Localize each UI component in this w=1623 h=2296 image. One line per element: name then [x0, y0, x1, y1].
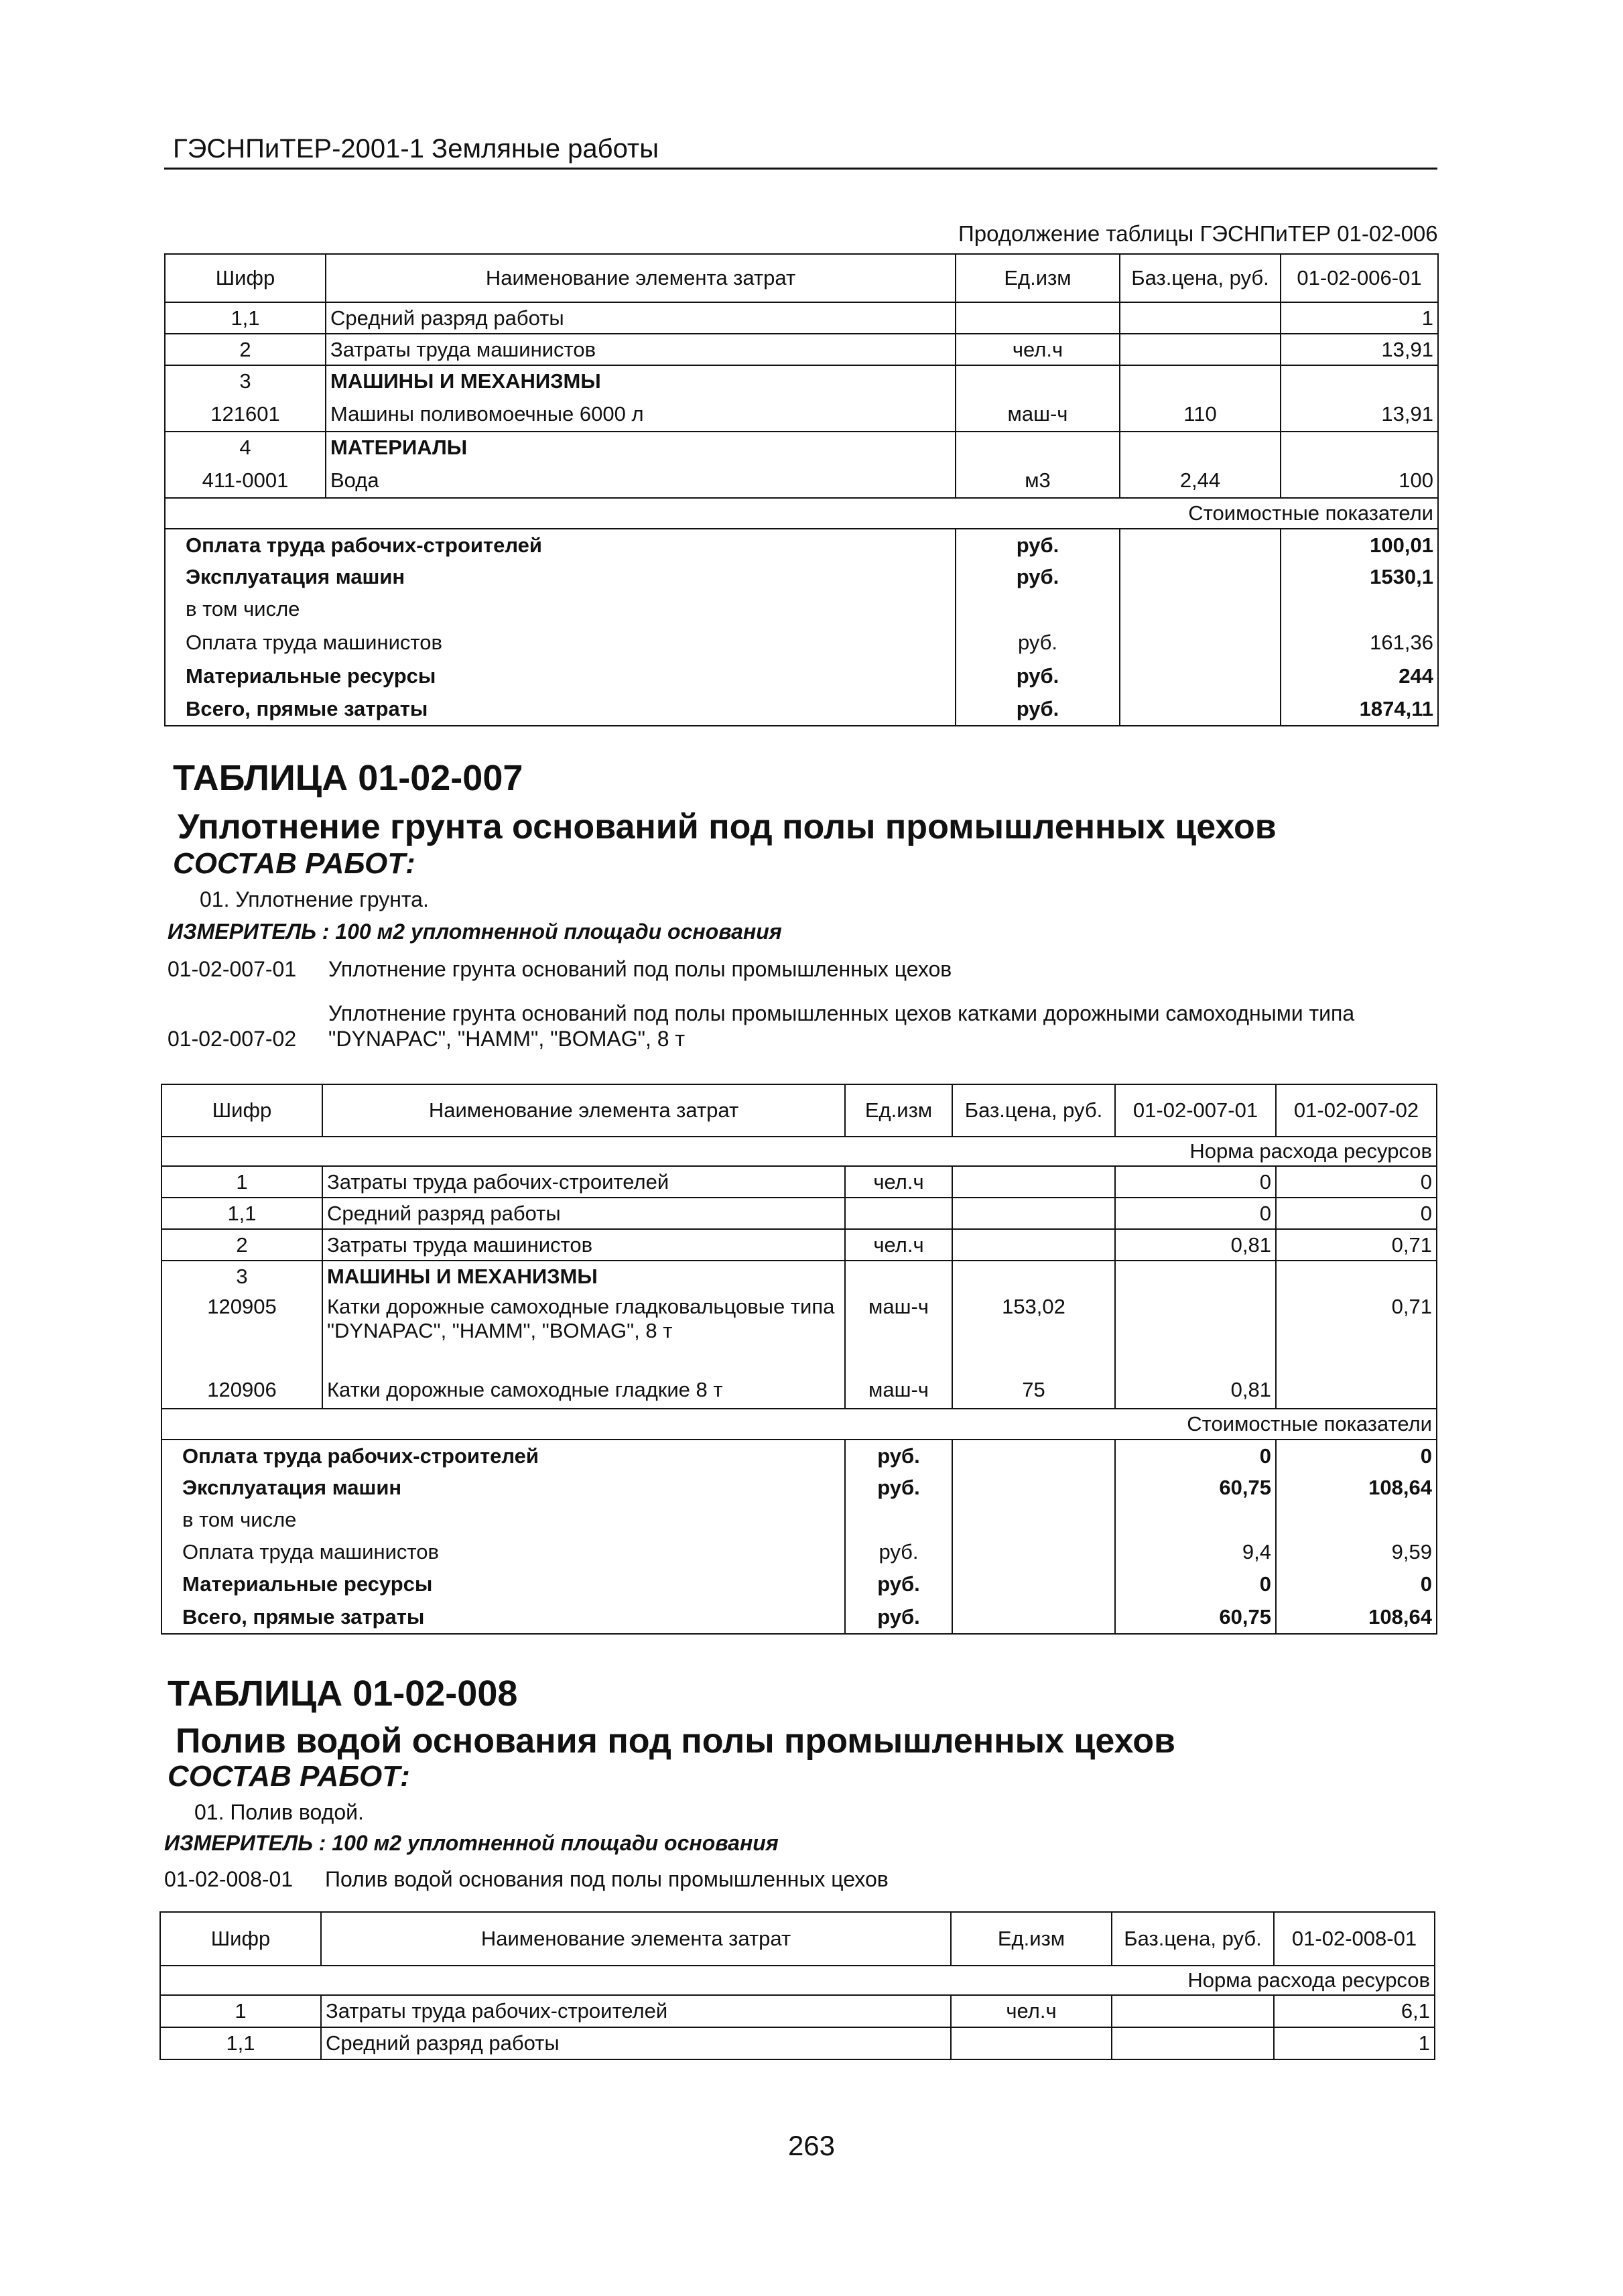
cost-unit: руб. — [956, 660, 1120, 692]
col-header: 01-02-006-01 — [1281, 254, 1438, 302]
cell-price — [1112, 2027, 1274, 2059]
table-row — [161, 1261, 1437, 1292]
cell-value: 1 — [1281, 302, 1438, 334]
cell-name: МАТЕРИАЛЫ — [326, 432, 956, 463]
cell-price — [1112, 1995, 1274, 2027]
cell-name: МАШИНЫ И МЕХАНИЗМЫ — [326, 365, 956, 397]
cell-value: 6,1 — [1274, 1995, 1435, 2027]
col-header: Шифр — [160, 1912, 321, 1966]
cost-price — [1120, 660, 1281, 692]
cost-row — [165, 561, 1438, 593]
cell-name: Затраты труда рабочих-строителей — [321, 1995, 951, 2027]
cell-unit — [956, 302, 1120, 334]
cost-price — [952, 1472, 1115, 1504]
col-header: Шифр — [161, 1084, 322, 1137]
work-item: 01. Полив водой. — [194, 1800, 364, 1824]
col-header: Баз.цена, руб. — [1120, 254, 1281, 302]
cell-value: 13,91 — [1281, 397, 1438, 432]
col-header: Баз.цена, руб. — [952, 1084, 1115, 1137]
cost-row — [165, 529, 1438, 561]
cost-row — [161, 1600, 1437, 1634]
norm-row — [161, 1137, 1437, 1166]
running-header: ГЭСНПиТЕР-2001-1 Земляные работы — [173, 134, 659, 164]
cell-price — [952, 1166, 1115, 1198]
cost-value: 1874,11 — [1281, 692, 1438, 726]
item-code: 01-02-007-01 — [168, 957, 297, 981]
cost-unit: руб. — [956, 529, 1120, 561]
cost-unit: руб. — [845, 1440, 952, 1472]
cell-value: 1 — [1274, 2027, 1435, 2059]
table-row — [160, 1995, 1435, 2027]
table-01-02-008 — [159, 1911, 1435, 2060]
cost-row — [165, 692, 1438, 726]
norm-label: Норма расхода ресурсов — [160, 1966, 1435, 1995]
cell-value: 0 — [1276, 1198, 1437, 1229]
col-header: Наименование элемента затрат — [322, 1084, 845, 1137]
cost-name: Оплата труда рабочих-строителей — [165, 529, 956, 561]
cell-price — [952, 1229, 1115, 1261]
cell-code: 1 — [161, 1166, 322, 1198]
cost-value: 244 — [1281, 660, 1438, 692]
table-row — [160, 2027, 1435, 2059]
col-header: Ед.изм — [845, 1084, 952, 1137]
cell-value: 0 — [1115, 1198, 1276, 1229]
cell-name: Средний разряд работы — [321, 2027, 951, 2059]
cell-value — [1115, 1261, 1276, 1292]
cost-value: 108,64 — [1276, 1600, 1437, 1634]
cost-value: 60,75 — [1115, 1600, 1276, 1634]
cost-row — [161, 1440, 1437, 1472]
table-row — [161, 1166, 1437, 1198]
cell-value: 100 — [1281, 463, 1438, 498]
cost-price — [952, 1504, 1115, 1536]
cell-price: 153,02 — [952, 1292, 1115, 1371]
table-row — [161, 1229, 1437, 1261]
meter-line: ИЗМЕРИТЕЛЬ : 100 м2 уплотненной площади основания — [164, 1831, 779, 1855]
cost-value: 1530,1 — [1281, 561, 1438, 593]
cost-unit: руб. — [845, 1472, 952, 1504]
cell-value: 0,71 — [1276, 1292, 1437, 1371]
cost-unit — [845, 1504, 952, 1536]
cell-price — [952, 1261, 1115, 1292]
norm-row — [160, 1966, 1435, 1995]
meter-line: ИЗМЕРИТЕЛЬ : 100 м2 уплотненной площади основания — [168, 919, 782, 944]
cost-unit: руб. — [845, 1568, 952, 1600]
cost-value — [1276, 1504, 1437, 1536]
table-row — [161, 1292, 1437, 1371]
cost-name: Материальные ресурсы — [165, 660, 956, 692]
cell-code: 120906 — [161, 1371, 322, 1409]
col-header: Шифр — [165, 254, 326, 302]
cell-code: 4 — [165, 432, 326, 463]
cost-value — [1281, 593, 1438, 625]
cell-name: Затраты труда машинистов — [326, 334, 956, 365]
cell-value — [1115, 1292, 1276, 1371]
cell-unit: чел.ч — [951, 1995, 1112, 2027]
cost-value: 0 — [1276, 1440, 1437, 1472]
cost-value: 0 — [1115, 1568, 1276, 1600]
cost-row — [165, 660, 1438, 692]
col-header: Ед.изм — [951, 1912, 1112, 1966]
work-item: 01. Уплотнение грунта. — [200, 887, 429, 911]
norm-label: Норма расхода ресурсов — [161, 1137, 1437, 1166]
col-header: Наименование элемента затрат — [321, 1912, 951, 1966]
cost-price — [1120, 529, 1281, 561]
cell-code: 411-0001 — [165, 463, 326, 498]
cost-unit: руб. — [956, 625, 1120, 660]
cost-value: 0 — [1115, 1440, 1276, 1472]
cell-unit: чел.ч — [956, 334, 1120, 365]
section-label: Стоимостные показатели — [161, 1409, 1437, 1440]
cost-name: Материальные ресурсы — [161, 1568, 845, 1600]
table-title: Уплотнение грунта оснований под полы промышленных цехов — [178, 808, 1277, 846]
cost-name: Эксплуатация машин — [161, 1472, 845, 1504]
cost-unit: руб. — [845, 1536, 952, 1568]
cost-price — [952, 1440, 1115, 1472]
cost-name: в том числе — [161, 1504, 845, 1536]
cost-row — [165, 625, 1438, 660]
cost-name: в том числе — [165, 593, 956, 625]
cost-price — [1120, 593, 1281, 625]
cell-unit — [845, 1198, 952, 1229]
cell-unit: маш-ч — [956, 397, 1120, 432]
col-header: Ед.изм — [956, 254, 1120, 302]
cell-value — [1276, 1371, 1437, 1409]
cell-value: 13,91 — [1281, 334, 1438, 365]
cell-name: Средний разряд работы — [322, 1198, 845, 1229]
cost-name: Всего, прямые затраты — [165, 692, 956, 726]
cell-unit: маш-ч — [845, 1371, 952, 1409]
cell-code: 1,1 — [165, 302, 326, 334]
page-number: 263 — [787, 2130, 836, 2161]
table-number-heading: ТАБЛИЦА 01-02-008 — [168, 1673, 518, 1714]
table-row — [165, 432, 1438, 463]
cost-value: 100,01 — [1281, 529, 1438, 561]
col-header: Баз.цена, руб. — [1112, 1912, 1274, 1966]
cell-value — [1276, 1261, 1437, 1292]
cost-name: Эксплуатация машин — [165, 561, 956, 593]
cost-price — [1120, 625, 1281, 660]
section-row — [165, 498, 1438, 529]
cell-unit — [956, 365, 1120, 397]
cell-name: Затраты труда рабочих-строителей — [322, 1166, 845, 1198]
table-row — [165, 463, 1438, 498]
cost-row — [161, 1568, 1437, 1600]
cell-name: Вода — [326, 463, 956, 498]
cell-price: 2,44 — [1120, 463, 1281, 498]
cost-unit — [956, 593, 1120, 625]
cost-row — [161, 1472, 1437, 1504]
works-heading: СОСТАВ РАБОТ: — [168, 1760, 410, 1793]
cell-name: Катки дорожные самоходные гладкие 8 т — [322, 1371, 845, 1409]
cell-value: 0,81 — [1115, 1229, 1276, 1261]
cell-value: 0,71 — [1276, 1229, 1437, 1261]
cell-name: Средний разряд работы — [326, 302, 956, 334]
cell-name: Катки дорожные самоходные гладковальцовые типа "DYNAPAC", "HAMM", "BOMAG", 8 т — [322, 1292, 845, 1371]
cost-value: 108,64 — [1276, 1472, 1437, 1504]
cell-unit: м3 — [956, 463, 1120, 498]
cost-price — [1120, 692, 1281, 726]
item-code: 01-02-008-01 — [164, 1867, 294, 1891]
cell-unit: маш-ч — [845, 1292, 952, 1371]
cell-code: 1,1 — [160, 2027, 321, 2059]
cell-code: 2 — [161, 1229, 322, 1261]
cell-price — [1120, 302, 1281, 334]
cost-value: 60,75 — [1115, 1472, 1276, 1504]
cell-name: Машины поливомоечные 6000 л — [326, 397, 956, 432]
cell-code: 3 — [165, 365, 326, 397]
section-row — [161, 1409, 1437, 1440]
header-rule — [164, 168, 1437, 170]
cost-name: Всего, прямые затраты — [161, 1600, 845, 1634]
cell-unit — [845, 1261, 952, 1292]
cost-unit: руб. — [956, 561, 1120, 593]
col-header: 01-02-008-01 — [1274, 1912, 1435, 1966]
col-header: 01-02-007-01 — [1115, 1084, 1276, 1137]
table-01-02-006 — [164, 253, 1439, 726]
table-row — [165, 365, 1438, 397]
cell-value — [1281, 432, 1438, 463]
cell-name: МАШИНЫ И МЕХАНИЗМЫ — [322, 1261, 845, 1292]
section-label: Стоимостные показатели — [165, 498, 1438, 529]
cell-unit: чел.ч — [845, 1229, 952, 1261]
cell-value: 0 — [1115, 1166, 1276, 1198]
cell-code: 121601 — [165, 397, 326, 432]
cost-unit: руб. — [956, 692, 1120, 726]
cost-price — [952, 1536, 1115, 1568]
table-row — [161, 1371, 1437, 1409]
cost-value: 161,36 — [1281, 625, 1438, 660]
cost-value — [1115, 1504, 1276, 1536]
cell-price — [1120, 365, 1281, 397]
col-header: Наименование элемента затрат — [326, 254, 956, 302]
item-code: 01-02-007-02 — [168, 1027, 297, 1051]
cost-price — [1120, 561, 1281, 593]
table-header-row — [160, 1912, 1435, 1966]
cell-code: 120905 — [161, 1292, 322, 1371]
cost-row — [161, 1536, 1437, 1568]
cost-value: 9,59 — [1276, 1536, 1437, 1568]
cost-name: Оплата труда машинистов — [161, 1536, 845, 1568]
col-header: 01-02-007-02 — [1276, 1084, 1437, 1137]
cell-price — [952, 1198, 1115, 1229]
item-text: Уплотнение грунта оснований под полы промышленных цехов катками дорожными самоходными типа — [328, 1001, 1355, 1025]
table-title: Полив водой основания под полы промышленных цехов — [176, 1722, 1175, 1761]
works-heading: СОСТАВ РАБОТ: — [173, 847, 415, 880]
cell-value: 0 — [1276, 1166, 1437, 1198]
item-text: Уплотнение грунта оснований под полы промышленных цехов — [328, 957, 952, 981]
cell-name: Затраты труда машинистов — [322, 1229, 845, 1261]
table-row — [165, 397, 1438, 432]
table-01-02-007 — [161, 1084, 1437, 1635]
cell-code: 1 — [160, 1995, 321, 2027]
cost-row — [161, 1504, 1437, 1536]
cost-value: 9,4 — [1115, 1536, 1276, 1568]
cell-unit — [956, 432, 1120, 463]
cell-value — [1281, 365, 1438, 397]
cell-price: 110 — [1120, 397, 1281, 432]
cell-value: 0,81 — [1115, 1371, 1276, 1409]
table-header-row — [165, 254, 1438, 302]
item-text: Полив водой основания под полы промышленных цехов — [325, 1867, 889, 1891]
cell-code: 2 — [165, 334, 326, 365]
cost-name: Оплата труда машинистов — [165, 625, 956, 660]
table-row — [165, 302, 1438, 334]
cost-row — [165, 593, 1438, 625]
cell-code: 3 — [161, 1261, 322, 1292]
cell-code: 1,1 — [161, 1198, 322, 1229]
table-number-heading: ТАБЛИЦА 01-02-007 — [173, 758, 523, 798]
cell-price: 75 — [952, 1371, 1115, 1409]
table-row — [161, 1198, 1437, 1229]
cost-name: Оплата труда рабочих-строителей — [161, 1440, 845, 1472]
cell-price — [1120, 432, 1281, 463]
item-text: "DYNAPAC", "HAMM", "BOMAG", 8 т — [328, 1027, 686, 1051]
table-row — [165, 334, 1438, 365]
cost-price — [952, 1568, 1115, 1600]
cell-unit: чел.ч — [845, 1166, 952, 1198]
cost-value: 0 — [1276, 1568, 1437, 1600]
cost-unit: руб. — [845, 1600, 952, 1634]
cell-price — [1120, 334, 1281, 365]
cell-unit — [951, 2027, 1112, 2059]
table1-caption: Продолжение таблицы ГЭСНПиТЕР 01-02-006 — [958, 221, 1438, 246]
table-header-row — [161, 1084, 1437, 1137]
cost-price — [952, 1600, 1115, 1634]
